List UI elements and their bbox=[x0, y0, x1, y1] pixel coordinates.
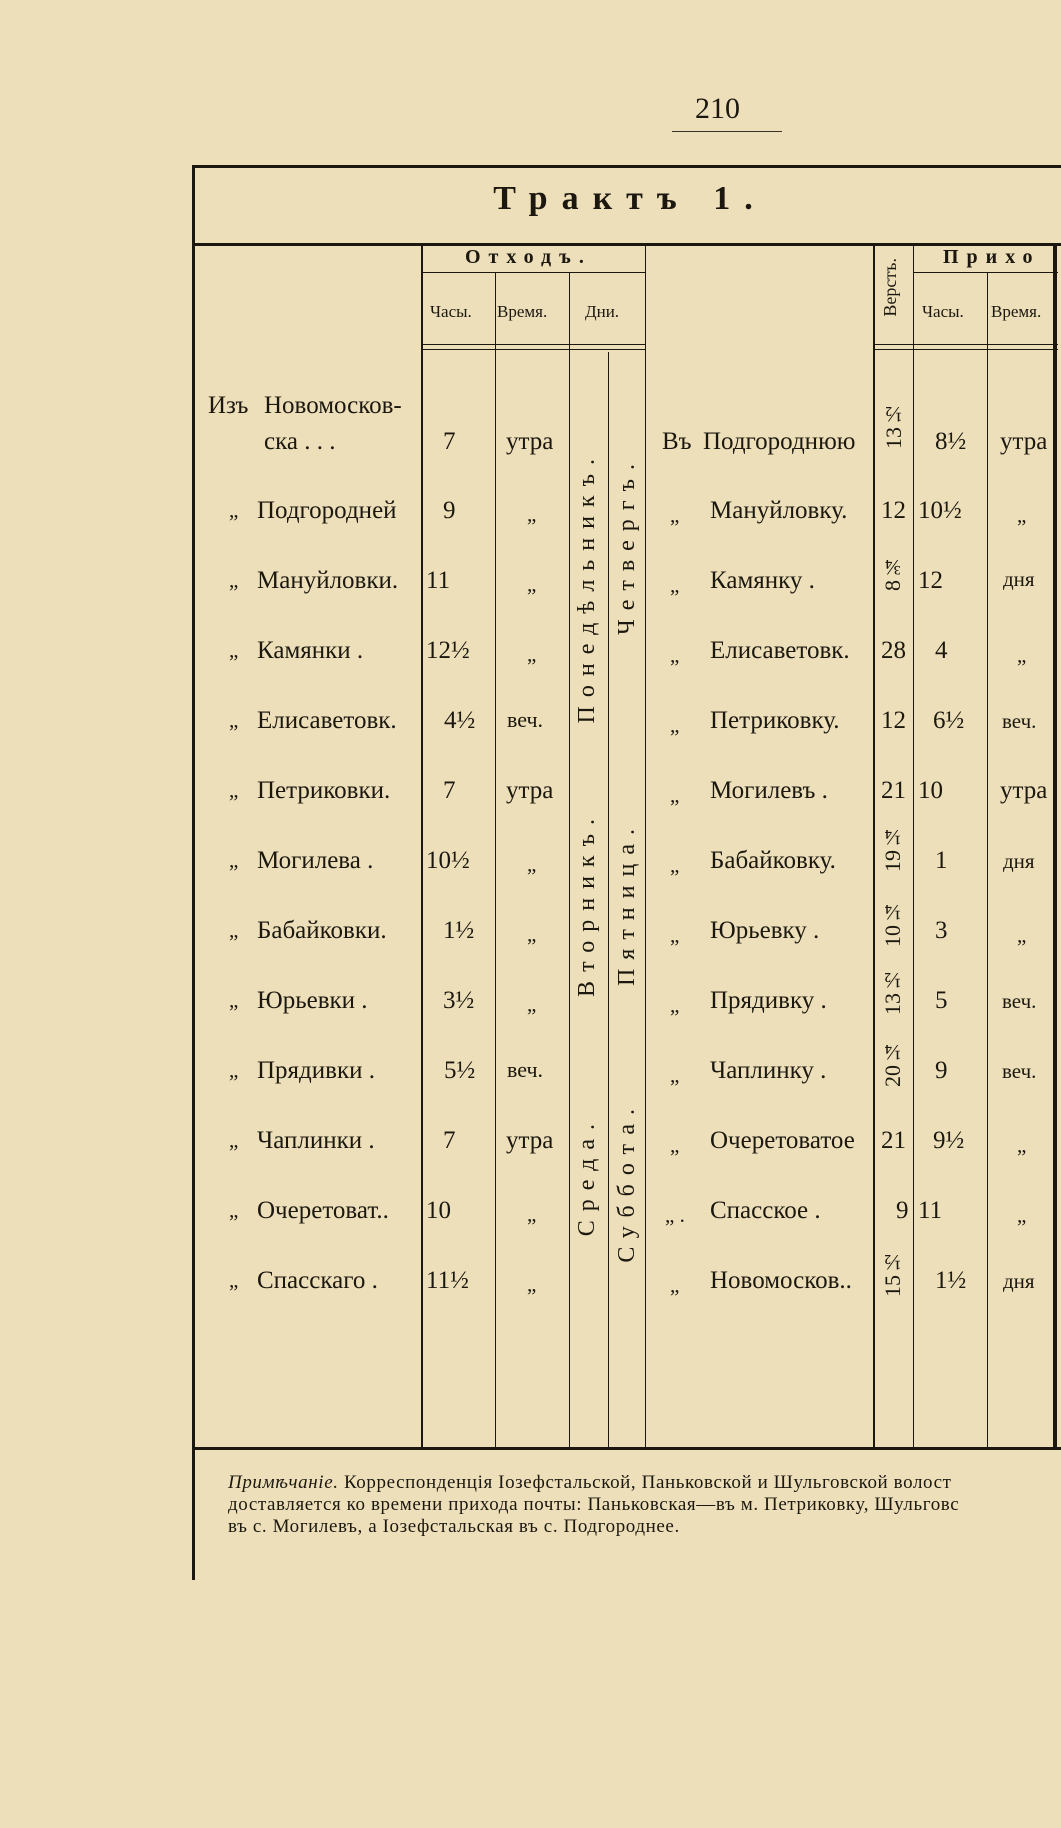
header-departure: Отходъ. bbox=[465, 246, 592, 268]
arr-time: „ bbox=[1017, 503, 1027, 527]
days-label: Пятница. bbox=[614, 820, 640, 987]
from-place: Могилева . bbox=[257, 847, 374, 874]
days-label: Суббота. bbox=[614, 1100, 640, 1263]
dep-time: „ bbox=[527, 992, 537, 1016]
header-bottom-rule bbox=[421, 344, 645, 345]
from-place: Бабайковки. bbox=[257, 917, 387, 944]
from-place: Петриковки. bbox=[257, 777, 391, 804]
dep-hours: 7 bbox=[443, 428, 456, 455]
versts: 12 bbox=[881, 497, 906, 524]
footnote bbox=[228, 1472, 1061, 1538]
dep-time: „ bbox=[527, 502, 537, 526]
to-prefix: „ bbox=[670, 573, 680, 597]
versts: 21 bbox=[881, 777, 906, 804]
to-prefix: „ bbox=[670, 783, 680, 807]
dep-time: „ bbox=[527, 572, 537, 596]
dep-time: утра bbox=[506, 777, 554, 804]
dep-hours: 3½ bbox=[443, 987, 475, 1014]
to-place: Очеретоватое bbox=[710, 1127, 855, 1154]
dep-hours: 9 bbox=[443, 497, 456, 524]
dep-time: „ bbox=[527, 1202, 537, 1226]
frame-left-rule bbox=[192, 165, 195, 1580]
days-label: Четвергъ. bbox=[614, 455, 640, 635]
to-prefix: „ bbox=[670, 853, 680, 877]
versts: 19¼ bbox=[880, 825, 905, 872]
dep-hours: 10 bbox=[426, 1197, 451, 1224]
from-place: Мануйловки. bbox=[257, 567, 399, 594]
footnote-line: доставляется ко времени прихода почты: Паньковская—въ м. Петриковку, Шульговс bbox=[228, 1494, 960, 1515]
from-prefix: „ bbox=[229, 568, 239, 592]
frame-top-rule bbox=[192, 165, 1061, 168]
footnote-line: въ с. Могилевъ, а Іозефстальская въ с. Подгороднее. bbox=[228, 1516, 680, 1537]
header-bottom-rule bbox=[873, 344, 1058, 345]
dep-hours: 12½ bbox=[426, 637, 470, 664]
from-prefix: „ bbox=[229, 1198, 239, 1222]
to-prefix: Въ bbox=[662, 428, 692, 455]
header-hours: Часы. bbox=[430, 302, 472, 321]
dep-time: утра bbox=[506, 428, 554, 455]
to-place: Бабайковку. bbox=[710, 847, 836, 874]
dep-time: „ bbox=[527, 1272, 537, 1296]
from-prefix: „ bbox=[229, 988, 239, 1012]
from-place: Юрьевки . bbox=[257, 987, 368, 1014]
to-prefix: „ bbox=[670, 993, 680, 1017]
from-place: Очеретоват.. bbox=[257, 1197, 389, 1224]
dep-hours: 11½ bbox=[426, 1267, 469, 1294]
page-number: 210 bbox=[695, 92, 740, 125]
col-line bbox=[495, 272, 496, 1447]
header-bottom-rule bbox=[873, 349, 1058, 350]
header-versts: Верстъ. bbox=[880, 258, 900, 317]
from-prefix: „ bbox=[229, 778, 239, 802]
arr-time: дня bbox=[1003, 567, 1035, 591]
right-edge-rule bbox=[1053, 246, 1057, 1447]
arr-hours: 9½ bbox=[933, 1127, 965, 1154]
arr-time: веч. bbox=[1002, 1059, 1037, 1083]
arr-time: дня bbox=[1003, 1269, 1035, 1293]
header-bottom-rule bbox=[421, 349, 645, 350]
days-label: Вторникъ. bbox=[574, 810, 600, 997]
versts: 21 bbox=[881, 1127, 906, 1154]
col-line bbox=[608, 352, 609, 1447]
days-label: Среда. bbox=[574, 1115, 600, 1237]
to-place: Новомосков.. bbox=[710, 1267, 852, 1294]
arr-hours: 10 bbox=[918, 777, 943, 804]
arr-time: „ bbox=[1017, 1133, 1027, 1157]
col-line bbox=[645, 246, 646, 1447]
to-place: Мануйловку. bbox=[710, 497, 848, 524]
page-number-rule bbox=[672, 131, 782, 132]
arr-hours: 8½ bbox=[935, 428, 967, 455]
dep-hours: 10½ bbox=[426, 847, 470, 874]
arr-time: „ bbox=[1017, 643, 1027, 667]
arr-time: утра bbox=[1000, 428, 1048, 455]
dep-hours: 7 bbox=[443, 777, 456, 804]
from-prefix: „ bbox=[229, 1058, 239, 1082]
col-line bbox=[873, 246, 875, 1447]
from-prefix: „ bbox=[229, 638, 239, 662]
dep-time: „ bbox=[527, 852, 537, 876]
header-time: Время. bbox=[497, 302, 548, 321]
versts: 15½ bbox=[880, 1250, 905, 1297]
to-prefix: „ bbox=[670, 1273, 680, 1297]
versts: 13½ bbox=[880, 968, 905, 1015]
dep-hours: 5½ bbox=[444, 1057, 476, 1084]
from-place: Елисаветовк. bbox=[257, 707, 397, 734]
arr-time: веч. bbox=[1002, 989, 1037, 1013]
days-label: Понедѣльникъ. bbox=[574, 450, 600, 724]
dep-time: веч. bbox=[507, 707, 544, 732]
to-prefix: „ bbox=[670, 503, 680, 527]
from-place: Новомосков- bbox=[264, 392, 402, 419]
versts: 10¼ bbox=[880, 900, 905, 947]
from-prefix: „ bbox=[229, 498, 239, 522]
col-line bbox=[421, 246, 423, 1447]
from-prefix: „ bbox=[229, 708, 239, 732]
arr-time: утра bbox=[1000, 777, 1048, 804]
title-bottom-rule bbox=[195, 243, 1061, 246]
versts: 13½ bbox=[881, 402, 906, 449]
to-prefix: „ bbox=[670, 923, 680, 947]
dep-time: „ bbox=[527, 922, 537, 946]
to-place: Прядивку . bbox=[710, 987, 827, 1014]
from-place: Прядивки . bbox=[257, 1057, 375, 1084]
from-place: Камянки . bbox=[257, 637, 364, 664]
col-line bbox=[987, 272, 988, 1447]
versts: 28 bbox=[881, 637, 906, 664]
footnote-text: Корреспонденція Іозефстальской, Паньковской и Шульговской волост bbox=[343, 1472, 952, 1493]
arr-hours: 1 bbox=[935, 847, 948, 874]
from-prefix: „ bbox=[229, 918, 239, 942]
from-place-line2: ска . . . bbox=[264, 428, 336, 455]
to-place: Петриковку. bbox=[710, 707, 840, 734]
header-days: Дни. bbox=[585, 302, 620, 321]
arr-time: веч. bbox=[1002, 709, 1037, 733]
from-place: Спасскаго . bbox=[257, 1267, 378, 1294]
to-place: Чаплинку . bbox=[710, 1057, 827, 1084]
col-line bbox=[913, 246, 914, 1447]
header-group-rule bbox=[913, 272, 1058, 273]
from-prefix: „ bbox=[229, 1128, 239, 1152]
dep-hours: 1½ bbox=[443, 917, 475, 944]
table-bottom-rule bbox=[195, 1447, 1061, 1450]
arr-hours: 1½ bbox=[935, 1267, 967, 1294]
to-place: Елисаветовк. bbox=[710, 637, 850, 664]
dep-time: утра bbox=[506, 1127, 554, 1154]
to-prefix: „ bbox=[670, 713, 680, 737]
from-place: Подгородней bbox=[257, 497, 397, 524]
to-prefix: „ bbox=[670, 1133, 680, 1157]
arr-hours: 12 bbox=[918, 567, 943, 594]
col-line bbox=[569, 272, 570, 1447]
arr-hours: 6½ bbox=[933, 707, 965, 734]
footnote-line bbox=[228, 1472, 1061, 1494]
header-arrival: Прихо bbox=[943, 246, 1041, 268]
from-prefix: „ bbox=[229, 1268, 239, 1292]
arr-time: „ bbox=[1017, 1203, 1027, 1227]
header-arr-hours: Часы. bbox=[922, 302, 964, 321]
arr-time: „ bbox=[1017, 923, 1027, 947]
from-place: Чаплинки . bbox=[257, 1127, 375, 1154]
header-arr-time: Время. bbox=[991, 302, 1042, 321]
table-title: Трактъ 1. bbox=[493, 180, 767, 217]
dep-hours: 11 bbox=[426, 567, 451, 594]
to-place: Подгороднюю bbox=[703, 428, 856, 455]
arr-time: дня bbox=[1003, 849, 1035, 873]
from-prefix: Изъ bbox=[208, 392, 249, 419]
arr-hours: 3 bbox=[935, 917, 948, 944]
to-place: Юрьевку . bbox=[710, 917, 820, 944]
arr-hours: 10½ bbox=[918, 497, 962, 524]
to-prefix: „ bbox=[670, 1063, 680, 1087]
from-prefix: „ bbox=[229, 848, 239, 872]
arr-hours: 11 bbox=[918, 1197, 943, 1224]
versts: 12 bbox=[881, 707, 906, 734]
to-place: Могилевъ . bbox=[710, 777, 828, 804]
to-prefix: „ . bbox=[665, 1203, 685, 1227]
to-place: Камянку . bbox=[710, 567, 815, 594]
arr-hours: 4 bbox=[935, 637, 948, 664]
to-place: Спасское . bbox=[710, 1197, 821, 1224]
dep-hours: 7 bbox=[443, 1127, 456, 1154]
footnote-label: Примѣчаніе. bbox=[228, 1472, 339, 1493]
to-prefix: „ bbox=[670, 643, 680, 667]
header-group-rule bbox=[421, 272, 645, 273]
dep-time: „ bbox=[527, 642, 537, 666]
versts: 20¼ bbox=[880, 1040, 905, 1087]
dep-hours: 4½ bbox=[444, 707, 476, 734]
arr-hours: 5 bbox=[935, 987, 948, 1014]
versts: 8¾ bbox=[880, 555, 905, 591]
versts: 9 bbox=[896, 1197, 909, 1224]
dep-time: веч. bbox=[507, 1057, 544, 1082]
arr-hours: 9 bbox=[935, 1057, 948, 1084]
